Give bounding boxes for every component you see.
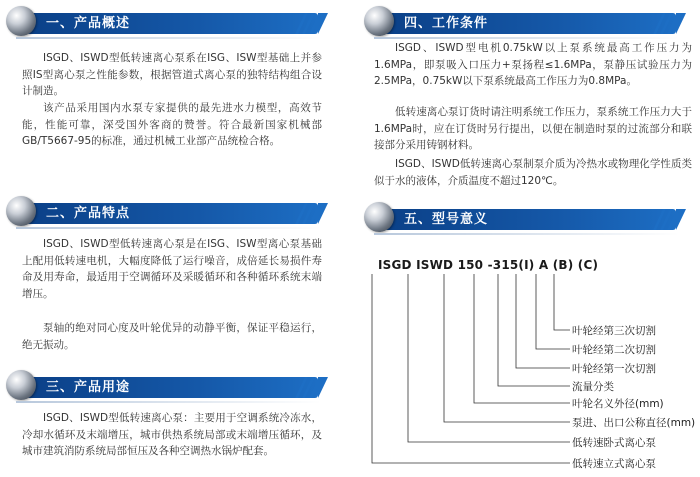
section-title: 三、产品用途 [46, 380, 131, 395]
legend-nominal-diameter: 泵进、出口公称直径(mm) [572, 417, 696, 429]
section-title: 一、产品概述 [46, 16, 131, 31]
line-cut2 [536, 274, 570, 349]
section-header-overview [0, 4, 340, 44]
features-paragraph-2: 泵轴的绝对同心度及叶轮优异的动静平衡，保证平稳运行，绝无振动。 [22, 322, 322, 351]
bullet-sphere-icon [6, 6, 36, 36]
model-code: ISGD ISWD 150 -315(I) A (B) (C) [378, 258, 599, 272]
line-cut3 [554, 274, 570, 330]
overview-paragraph-2: 该产品采用国内水泵专家提供的最先进水力模型，高效节能，性能可靠，深受国外客商的赞誉。符合最新国家机械部GB/T5667-95的标准，通过机械工业部产品统检合格。 [22, 102, 322, 147]
conditions-paragraph-2: 低转速离心泵订货时请注明系统工作压力，泵系统工作压力大于1.6MPa时，应在订货时另行提出，以便在制造时泵的过流部分和联接部分采用铸钢材料。 [374, 106, 692, 151]
line-isw [408, 274, 570, 442]
section-title: 四、工作条件 [404, 16, 489, 31]
overview-paragraph-1: ISGD、ISWD型低转速离心泵系在ISG、ISW型基础上并参照IS型离心泵之性能参数，根据管道式离心泵的独特结构组合设计制造。 [22, 52, 322, 97]
line-cut1 [516, 274, 570, 368]
section-title: 五、型号意义 [404, 212, 489, 227]
line-impeller [474, 274, 570, 403]
legend-impeller-diameter: 叶轮名义外径(mm) [572, 398, 664, 410]
usage-paragraph-1: ISGD、ISWD型低转速离心泵：主要用于空调系统冷冻水，冷却水循环及末端增压，城市供热系统局部或末端增压循环，及城市建筑消防系统局部恒压及各种空调热水锅炉配套。 [22, 412, 322, 457]
bullet-sphere-icon [6, 370, 36, 400]
bullet-sphere-icon [6, 196, 36, 226]
line-isg [372, 274, 570, 463]
legend-cut3: 叶轮经第三次切割 [572, 325, 656, 337]
section-header-usage [0, 368, 340, 408]
legend-vertical-pump: 低转速立式离心泵 [572, 458, 656, 470]
features-paragraph-1: ISGD、ISWD型低转速离心泵是在ISG、ISW型离心泵基础上配用低转速电机，大幅度降低了运行噪音，成倍延长易损件寿命及用寿命，最适用于空调循环及采暖循环和各种循环系统末端增压。 [22, 238, 322, 300]
section-title: 二、产品特点 [46, 206, 131, 221]
legend-cut2: 叶轮经第二次切割 [572, 344, 656, 356]
legend-horizontal-pump: 低转速卧式离心泵 [572, 437, 656, 449]
line-diameter [444, 274, 570, 422]
section-header-features [0, 194, 340, 234]
conditions-paragraph-1: ISGD、ISWD型电机0.75kW以上泵系统最高工作压力为1.6MPa，即泵吸入口压力+泵扬程≤1.6MPa，泵静压试验压力为2.5MPa，0.75kW以下泵系统最高工作压力为0.8MPa。 [374, 42, 692, 87]
legend-cut1: 叶轮经第一次切割 [572, 363, 656, 375]
conditions-paragraph-3: ISGD、ISWD低转速离心泵制泵介质为冷热水或物理化学性质类似于水的液体，介质温度不超过120℃。 [374, 158, 692, 187]
legend-flow: 流量分类 [572, 381, 614, 393]
